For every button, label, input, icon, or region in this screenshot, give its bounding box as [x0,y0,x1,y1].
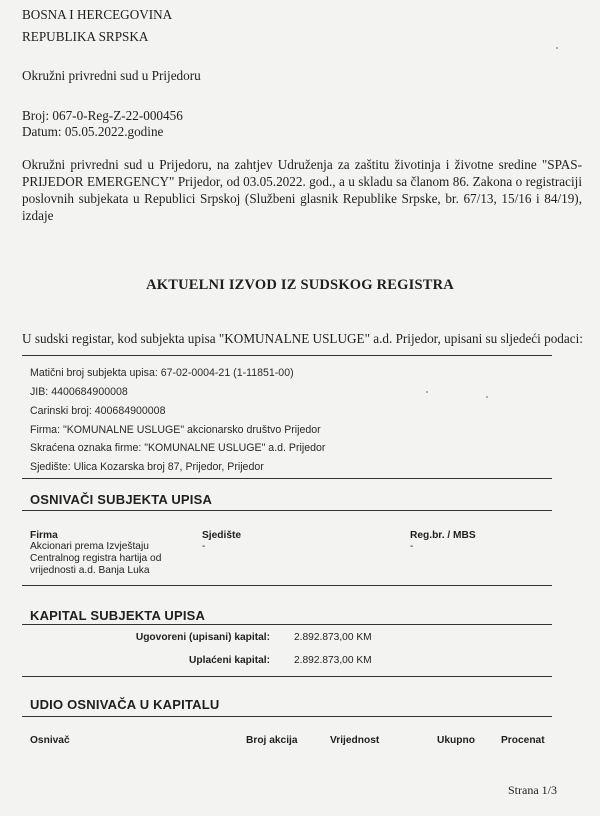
company-name: Firma: "KOMUNALNE USLUGE" akcionarsko društvo Prijedor [30,424,321,436]
divider [22,624,552,625]
company-seat: Sjedište: Ulica Kozarska broj 87, Prijedor, Prijedor [30,461,264,473]
scan-speck [426,391,428,393]
customs-number: Carinski broj: 400684900008 [30,405,166,417]
divider [22,510,552,511]
scan-speck [486,396,488,398]
entity-heading: REPUBLIKA SRPSKA [22,29,149,44]
document-date: Datum: 05.05.2022.godine [22,124,164,139]
country-heading: BOSNA I HERCEGOVINA [22,7,173,22]
divider [22,676,552,677]
founders-row-reg: - [410,541,414,552]
company-short-name: Skraćena oznaka firme: "KOMUNALNE USLUGE" a.d. Prijedor [30,442,326,454]
intro-paragraph: Okružni privredni sud u Prijedoru, na zahtjev Udruženja za zaštitu životinja i životne sredine "SPAS-PRIJEDOR EMERGENCY" Prijedor, od 03.05.2022. god., a u skladu sa članom 86. Zakona o registraciji poslovnih subjekata u Republici Srpskoj (Službeni glasnik Republike Srpske, br. 67/13, 15/16 i 84/19), izdaje [22,157,582,223]
divider [22,716,552,717]
capital-section-title: KAPITAL SUBJEKTA UPISA [30,608,206,623]
page-number: Strana 1/3 [508,783,557,797]
court-name: Okružni privredni sud u Prijedoru [22,68,201,83]
registration-number: Matični broj subjekta upisa: 67-02-0004-21 (1-11851-00) [30,367,294,379]
document-title: AKTUELNI IZVOD IZ SUDSKOG REGISTRA [146,277,454,293]
founders-col-firma: Firma [30,530,58,541]
founders-col-sjediste: Sjedište [202,530,242,541]
paid-capital-label: Uplaćeni kapital: [189,655,270,666]
document-number: Broj: 067-0-Reg-Z-22-000456 [22,108,183,123]
share-col-osnivac: Osnivač [30,735,70,746]
share-col-procenat: Procenat [501,735,545,746]
share-col-ukupno: Ukupno [437,735,475,746]
share-col-broj-akcija: Broj akcija [246,735,298,746]
share-col-vrijednost: Vrijednost [330,735,380,746]
divider [22,355,552,356]
founders-section-title: OSNIVAČI SUBJEKTA UPISA [30,492,213,507]
divider [22,478,552,479]
founders-col-reg: Reg.br. / MBS [410,530,476,541]
paid-capital-value: 2.892.873,00 KM [294,655,372,666]
lead-sentence: U sudski registar, kod subjekta upisa "KOMUNALNE USLUGE" a.d. Prijedor, upisani su sljedeći podaci: [22,331,583,346]
founders-row-firma: Akcionari prema Izvještaju Centralnog registra hartija od vrijednosti a.d. Banja Luka [30,541,162,576]
share-section-title: UDIO OSNIVAČA U KAPITALU [30,697,220,712]
jib: JIB: 4400684900008 [30,386,128,398]
scan-speck [556,47,558,49]
contracted-capital-value: 2.892.873,00 KM [294,632,372,643]
divider [22,585,552,586]
founders-row-sjediste: - [202,541,206,552]
contracted-capital-label: Ugovoreni (upisani) kapital: [135,632,270,643]
